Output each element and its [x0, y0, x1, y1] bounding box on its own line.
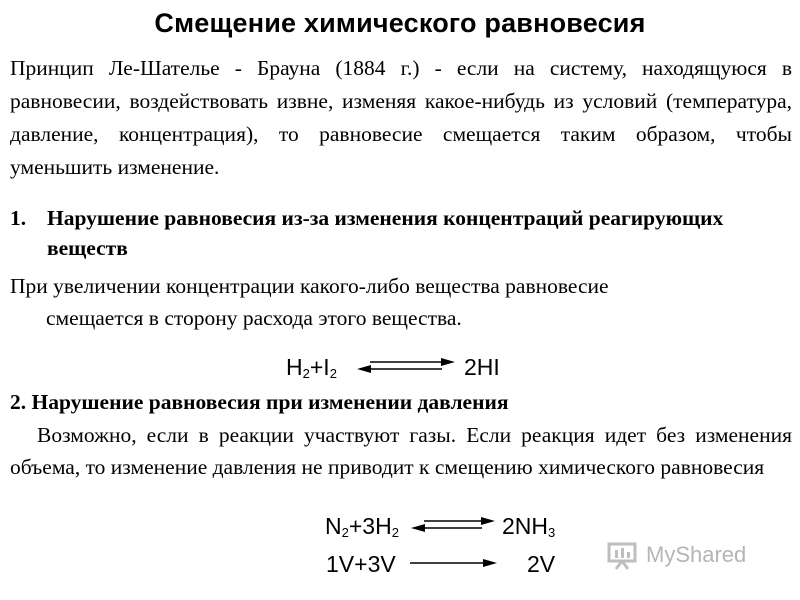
eq-plus-3h: +3H — [348, 513, 392, 539]
equilibrium-arrows-icon — [356, 354, 456, 378]
eq-subscript: 2 — [391, 525, 399, 540]
equation-2nh3-product — [502, 512, 555, 547]
eq-symbol-n: N — [325, 513, 342, 539]
eq-symbol-i: I — [323, 354, 330, 380]
right-arrow-icon — [408, 555, 498, 571]
equation-n2-h2-reactants — [325, 512, 399, 547]
section-1-number: 1. — [10, 206, 27, 230]
eq-symbol-nh: 2NH — [502, 513, 549, 539]
volume-left: 1V+3V — [326, 551, 396, 577]
equation-2hi-product: 2HI — [464, 354, 500, 380]
section-1-heading — [10, 203, 770, 263]
equilibrium-arrows-icon — [410, 513, 496, 537]
section-1-text-line-2: смещается в сторону расхода этого вещества. — [46, 306, 462, 330]
page-title: Смещение химического равновесия — [154, 8, 646, 38]
section-2-heading: 2. Нарушение равновесия при изменении давления — [10, 390, 509, 414]
section-1-text-line-1: При увеличении концентрации какого-либо вещества равновесие — [10, 274, 609, 298]
section-1-title: Нарушение равновесия из-за изменения концентраций реагирующих веществ — [47, 206, 724, 260]
section-2-text: Возможно, если в реакции участвуют газы. Если реакция идет без изменения объема, то изменение давления не приводит к смещению химического равновесия — [10, 423, 792, 479]
volume-right: 2V — [527, 551, 556, 577]
eq-subscript: 3 — [548, 525, 556, 540]
eq-plus: + — [309, 354, 324, 380]
le-chatelier-principle-text: Принцип Ле-Шателье - Брауна (1884 г.) - если на систему, находящуюся в равновесии, воздействовать извне, изменяя какое-нибудь из условий (температура, давление, концентрация), то равновесие смещается таким образом, чтобы уменьшить изменение. — [10, 56, 792, 179]
eq-subscript: 2 — [329, 366, 337, 381]
watermark-text: MyShared — [646, 542, 747, 567]
myshared-watermark — [606, 538, 746, 572]
eq-subscript: 2 — [302, 366, 310, 381]
section-1-text — [10, 270, 780, 334]
equation-h2-i2-reactants — [286, 353, 337, 388]
presentation-board-icon — [606, 540, 640, 570]
eq-symbol-h: H — [286, 354, 303, 380]
eq-subscript: 2 — [341, 525, 349, 540]
